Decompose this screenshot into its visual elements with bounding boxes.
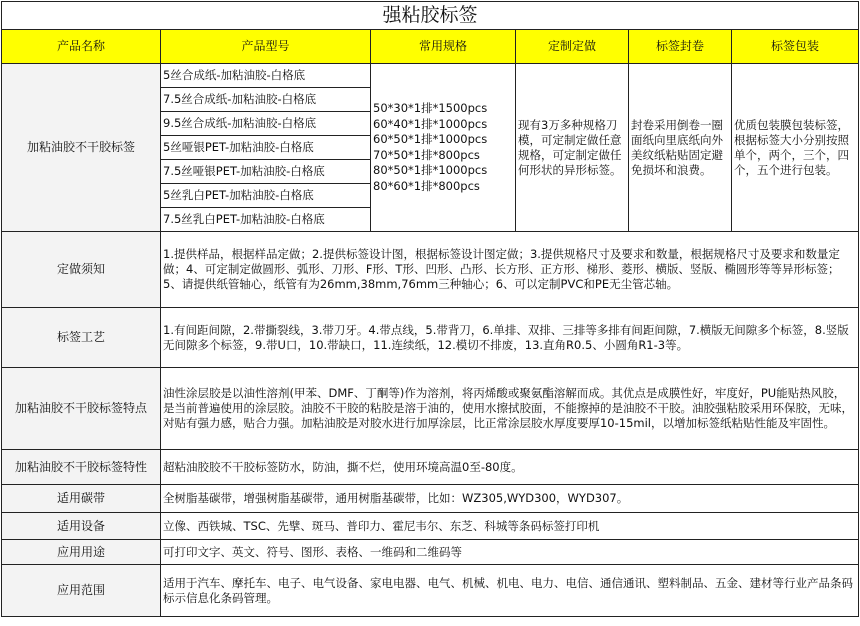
model-item: 5丝合成纸-加粘油胶-白格底 bbox=[161, 64, 371, 88]
info-label: 定做须知 bbox=[2, 232, 161, 308]
info-text: 1.有间距间隙，2.带撕裂线，3.带刀牙。4.带点线，5.带背刀，6.单排、双排、三排等多排有间距间隙，7.横版无间隙多个标签，8.竖版无间隙多个标签，9.带U口，10.带缺口，11.连续纸，12.模切不排废，13.直角R0.5、小圆角R1-3等。 bbox=[161, 308, 859, 368]
model-item: 5丝乳白PET-加粘油胶-白格底 bbox=[161, 184, 371, 208]
header-roll: 标签封卷 bbox=[629, 30, 732, 64]
info-text: 适用于汽车、摩托车、电子、电气设备、家电电器、电气、机械、机电、电力、电信、通信通讯、塑料制品、五金、建材等行业产品条码标示信息化条码管理。 bbox=[161, 565, 859, 617]
header-specs: 常用规格 bbox=[371, 30, 516, 64]
specs-cell bbox=[371, 64, 516, 232]
info-row bbox=[2, 565, 859, 617]
info-row bbox=[2, 540, 859, 565]
spec-item: 70*50*1排*800pcs bbox=[373, 147, 480, 162]
product-name: 加粘油胶不干胶标签 bbox=[2, 64, 161, 232]
info-label: 应用范围 bbox=[2, 565, 161, 617]
header-product-model: 产品型号 bbox=[161, 30, 371, 64]
model-item: 7.5丝乳白PET-加粘油胶-白格底 bbox=[161, 208, 371, 232]
table-title: 强粘胶标签 bbox=[2, 2, 859, 30]
header-row bbox=[2, 30, 859, 64]
info-text: 全树脂基碳带，增强树脂基碳带，通用树脂基碳带，比如：WZ305,WYD300，WYD307。 bbox=[161, 485, 859, 513]
roll-cell: 封卷采用倒卷一圈面纸向里底纸向外美纹纸粘贴固定避免损坏和浪费。 bbox=[629, 64, 732, 232]
header-packing: 标签包装 bbox=[732, 30, 859, 64]
info-text: 1.提供样品，根据样品定做；2.提供标签设计图，根据标签设计图定做；3.提供规格尺寸及要求和数量，根据规格尺寸及要求和数量定做；4、可定制定做圆形、弧形、刀形、F形、T形、凹形、凸形、长方形、正方形、梯形、菱形、横版、竖版、椭圆形等等异形标签；5、请提供纸管轴心，纸管有为26mm,38mm,76mm三种轴心；6、可以定制PVC和PE无尘管芯轴。 bbox=[161, 232, 859, 308]
info-row bbox=[2, 485, 859, 513]
header-custom: 定制定做 bbox=[516, 30, 629, 64]
model-item: 9.5丝合成纸-加粘油胶-白格底 bbox=[161, 112, 371, 136]
info-row bbox=[2, 513, 859, 540]
model-row bbox=[2, 64, 859, 88]
info-text: 立像、西铁城、TSC、先擘、斑马、普印力、霍尼韦尔、东芝、科城等条码标签打印机 bbox=[161, 513, 859, 540]
model-item: 7.5丝哑银PET-加粘油胶-白格底 bbox=[161, 160, 371, 184]
info-label: 应用用途 bbox=[2, 540, 161, 565]
info-row bbox=[2, 232, 859, 308]
info-label: 适用设备 bbox=[2, 513, 161, 540]
info-row bbox=[2, 308, 859, 368]
spec-item: 60*40*1排*1000pcs bbox=[373, 116, 488, 131]
info-label: 标签工艺 bbox=[2, 308, 161, 368]
model-item: 5丝哑银PET-加粘油胶-白格底 bbox=[161, 136, 371, 160]
packing-cell: 优质包装膜包装标签，根据标签大小分别按照单个，两个，三个，四个，五个进行包装。 bbox=[732, 64, 859, 232]
info-label: 加粘油胶不干胶标签特性 bbox=[2, 450, 161, 485]
info-label: 适用碳带 bbox=[2, 485, 161, 513]
info-row bbox=[2, 368, 859, 450]
info-text: 可打印文字、英文、符号、图形、表格、一维码和二维码等 bbox=[161, 540, 859, 565]
model-item: 7.5丝合成纸-加粘油胶-白格底 bbox=[161, 88, 371, 112]
info-label: 加粘油胶不干胶标签特点 bbox=[2, 368, 161, 450]
spec-table bbox=[1, 1, 859, 617]
spec-item: 60*50*1排*1000pcs bbox=[373, 132, 488, 146]
info-row bbox=[2, 450, 859, 485]
spec-item: 80*50*1排*1000pcs bbox=[373, 163, 488, 177]
header-product-name: 产品名称 bbox=[2, 30, 161, 64]
info-text: 超粘油胶胶不干胶标签防水，防油，撕不烂，使用环境高温0至-80度。 bbox=[161, 450, 859, 485]
custom-cell: 现有3万多种规格刀模，可定制定做任意规格，可定制定做任何形状的异形标签。 bbox=[516, 64, 629, 232]
spec-item: 50*30*1排*1500pcs bbox=[373, 101, 488, 115]
spec-item: 80*60*1排*800pcs bbox=[373, 178, 480, 193]
info-text: 油性涂层胶是以油性溶剂(甲苯、DMF、丁酮等)作为溶剂，将丙烯酸或聚氨酯溶解而成。其优点是成膜性好，牢度好，PU能贴热风胶，是当前普遍使用的涂层胶。油胶不干胶的粘胶是溶于油的，使用水擦拭胶面，不能擦掉的是油胶不干胶。油胶强粘胶采用环保胶，无味，对贴有强力感，贴合力强。加粘油胶是对胶水进行加厚涂层，比正常涂层胶水厚度要厚10-15mil，以增加标签纸粘贴性能及牢固性。 bbox=[161, 368, 859, 450]
